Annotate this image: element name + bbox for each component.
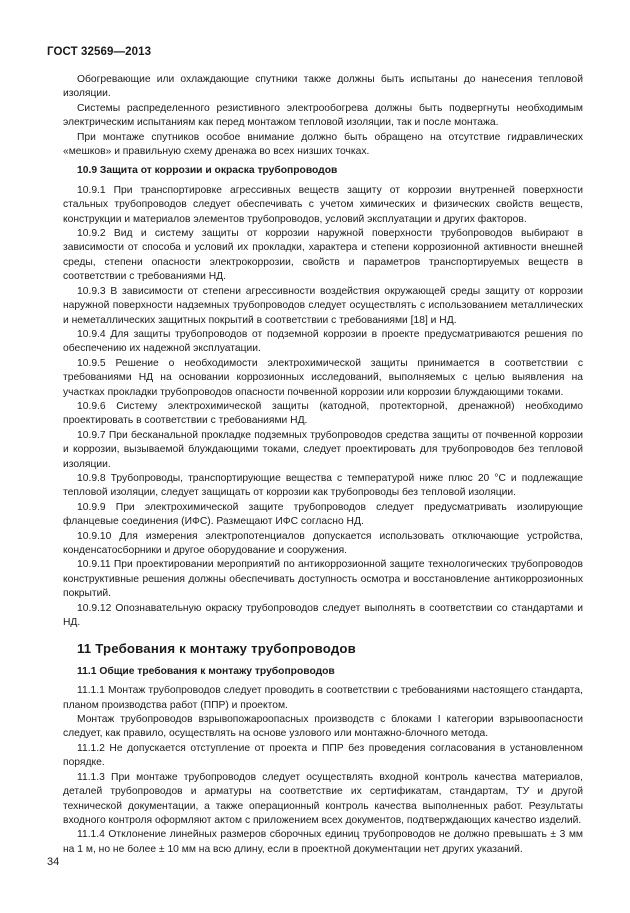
paragraph: 10.9.5 Решение о необходимости электрохимической защиты принимается в соответствии с требованиями НД на основании коррозионных исследований, выполняемых с целью выявления на участках прокладки трубопроводов опасности почвенной коррозии или коррозии блуждающими токами. [63,357,583,398]
paragraph: При монтаже спутников особое внимание должно быть обращено на отсутствие гидравлических «мешков» и правильную схему дренажа во всех низших точках. [63,131,583,158]
section-heading: 11 Требования к монтажу трубопроводов [77,641,356,657]
paragraph: 11.1.4 Отклонение линейных размеров сборочных единиц трубопроводов не должно превышать ± 3 мм на 1 м, но не более ± 10 мм на всю длину, если в проектной документации нет других указаний. [63,829,583,855]
paragraph: 10.9.9 При электрохимической защите трубопроводов следует предусматривать изолирующие фланцевые соединения (ИФС). Размещают ИФС согласно НД. [63,501,583,528]
document-body [63,73,583,857]
paragraph: 10.9.10 Для измерения электропотенциалов допускается использовать отключающие устройства, конденсатосборники и другое оборудование и сооружения. [63,530,583,556]
paragraph: 10.9.4 Для защиты трубопроводов от подземной коррозии в проекте предусматриваются решения по обеспечению их надежной эксплуатации. [63,328,583,355]
paragraph: 10.9.11 При проектировании мероприятий по антикоррозионной защите технологических трубопроводов конструктивные решения должны обеспечивать доступность осмотра и восстановление антикоррозионных покрытий. [63,559,583,600]
paragraph: 10.9.12 Опознавательную окраску трубопроводов следует выполнять в соответствии со стандартами и НД. [63,602,583,629]
paragraph: 10.9.6 Систему электрохимической защиты (катодной, протекторной, дренажной) необходимо проектировать в соответствии с требованиями НД. [63,400,583,427]
paragraph: 10.9.8 Трубопроводы, транспортирующие вещества с температурой ниже плюс 20 °С и подлежащие тепловой изоляции, следует защищать от коррозии как трубопроводы без тепловой изоляции. [63,472,583,499]
paragraph: 11.1.3 При монтаже трубопроводов следует осуществлять входной контроль качества материалов, деталей трубопроводов и арматуры на соответствие их сертификатам, стандартам, ТУ и другой технической документации, а также операционный контроль качества выполненных работ. Результаты входного контроля оформляют актом с приложением всех документов, подтверждающих качество изделий. [63,771,583,826]
paragraph: Обогревающие или охлаждающие спутники также должны быть испытаны до нанесения тепловой изоляции. [63,74,583,100]
subsection-heading: 11.1 Общие требования к монтажу трубопроводов [77,665,335,677]
paragraph: 10.9.1 При транспортировке агрессивных веществ защиту от коррозии внутренней поверхности стальных трубопроводов следует обеспечивать с учетом химических и физических свойств веществ, конструкции и материалов элементов трубопроводов, условий эксплуатации и других факторов. [63,184,583,225]
paragraph: 11.1.2 Не допускается отступление от проекта и ППР без проведения согласования в установленном порядке. [63,742,583,769]
subsection-heading: 10.9 Защита от коррозии и окраска трубопроводов [77,165,338,177]
page-number: 34 [47,856,60,868]
paragraph: Системы распределенного резистивного электрообогрева должны быть подвергнуты необходимым электрическим испытаниям как перед монтажом тепловой изоляции, так и после монтажа. [63,102,583,129]
paragraph: 10.9.3 В зависимости от степени агрессивности воздействия окружающей среды защиту от коррозии наружной поверхности надземных трубопроводов следует осуществлять с использованием металлических и неметаллических защитных покрытий в соответствии с требованиями [18] и НД. [63,285,583,326]
paragraph: Монтаж трубопроводов взрывопожароопасных производств с блоками I категории взрывоопасности следует, как правило, осуществлять на основе узлового или монтажно-блочного метода. [63,714,583,740]
paragraph: 10.9.2 Вид и систему защиты от коррозии наружной поверхности трубопроводов выбирают в зависимости от способа и условий их прокладки, характера и степени коррозионной активности внешней среды, степени опасности электрокоррозии, свойств и параметров транспортируемых веществ в соответствии с требованиями НД. [63,228,583,283]
document-header: ГОСТ 32569—2013 [47,46,152,58]
paragraph: 11.1.1 Монтаж трубопроводов следует проводить в соответствии с требованиями настоящего стандарта, планом производства работ (ППР) и проектом. [63,685,583,711]
paragraph: 10.9.7 При бесканальной прокладке подземных трубопроводов средства защиты от почвенной коррозии и коррозии, вызываемой блуждающими токами, следует проектировать для трубопроводов без тепловой изоляции. [63,429,583,470]
